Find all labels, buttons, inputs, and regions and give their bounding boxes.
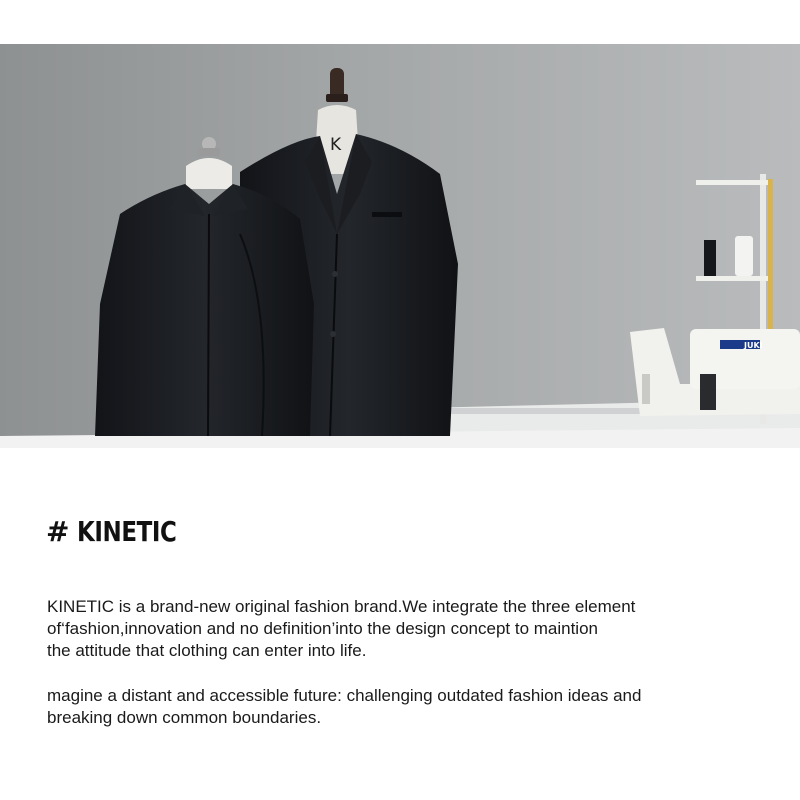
brand-heading: [46, 512, 198, 552]
paragraph-1-line-1: KINETIC is a brand-new original fashion brand.We integrate the three element: [47, 597, 636, 616]
studio-illustration: [0, 44, 800, 448]
thread-spool-black: [704, 240, 716, 276]
mannequin-neck-front: [186, 158, 232, 189]
thread-spool-white: [735, 236, 753, 276]
paragraph-1-line-2: of‘fashion,innovation and no definition’into the design concept to maintion: [47, 619, 598, 638]
hash-symbol: #: [46, 515, 69, 548]
short-jacket: [95, 184, 314, 436]
description-paragraph-1: [47, 596, 777, 662]
paragraph-2-line-1: magine a distant and accessible future: challenging outdated fashion ideas and: [47, 686, 642, 705]
machine-brand: JUKI: [744, 341, 763, 350]
hero-photo: [0, 44, 800, 448]
paragraph-2-line-2: breaking down common boundaries.: [47, 708, 322, 727]
mannequin-tag: K: [330, 135, 342, 155]
paragraph-1-line-3: the attitude that clothing can enter into life.: [47, 641, 367, 660]
brand-name: KINETIC: [76, 515, 177, 548]
description-paragraph-2: [47, 685, 777, 729]
